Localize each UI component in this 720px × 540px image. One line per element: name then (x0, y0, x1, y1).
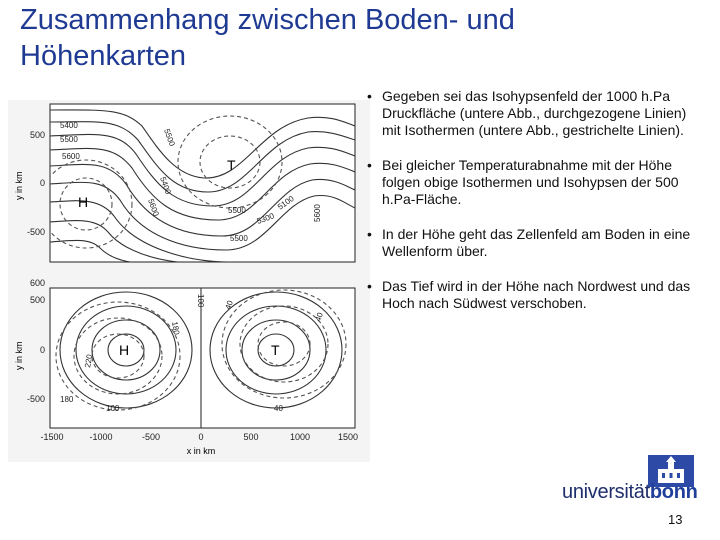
y-tick: 500 (29, 130, 45, 140)
x-tick: 1000 (289, 432, 311, 442)
x-tick: 0 (198, 432, 204, 442)
y-tick: -500 (26, 394, 45, 404)
contour-label: 40 (313, 311, 325, 323)
contour-label: 5100 (275, 194, 296, 212)
top-panel-y-ticks (27, 130, 45, 237)
top-panel-y-axis-label: y in km (14, 171, 24, 200)
logo-wordmark (562, 481, 698, 504)
bullet-dot-icon: • (367, 278, 372, 294)
contour-label: 100 (106, 404, 120, 413)
contour-label: 5500 (230, 234, 248, 243)
contour-label: 5500 (60, 135, 78, 144)
contour-label: 5500 (228, 206, 246, 215)
top-panel-low-label: T (227, 157, 236, 173)
contour-label: 5400 (158, 175, 173, 196)
contour-label: 220 (83, 353, 95, 369)
bullet-item (365, 226, 705, 260)
x-ticks (40, 432, 358, 442)
contour-label: 5600 (313, 204, 322, 222)
x-tick: -1500 (40, 432, 64, 442)
x-tick: -1000 (89, 432, 113, 442)
bullet-item (365, 157, 705, 208)
contour-label: 5300 (255, 211, 276, 226)
page-number: 13 (668, 512, 683, 527)
bottom-panel-high-label: H (119, 342, 130, 358)
contour-label: 5600 (62, 152, 80, 161)
bottom-panel-y-ticks (27, 278, 45, 404)
y-tick: 0 (39, 178, 45, 188)
contour-label: 5400 (60, 121, 78, 130)
slide-title: Zusammenhang zwischen Boden- und Höhenkarten (20, 4, 515, 72)
x-tick: 1500 (337, 432, 359, 442)
y-tick: 0 (39, 345, 45, 355)
bullet-item (365, 278, 705, 312)
y-tick: -500 (26, 227, 45, 237)
x-tick: -500 (141, 432, 161, 442)
bullet-dot-icon: • (367, 157, 372, 173)
bullet-item (365, 88, 705, 139)
bullet-dot-icon: • (367, 88, 372, 104)
bullet-text: Gegeben sei das Isohypsenfeld der 1000 h.Pa Druckfläche (untere Abb., durchgezogene Linien) mit Isothermen (untere Abb., gestrichelte Linien). (382, 88, 687, 138)
contour-label: 180 (60, 395, 74, 404)
contour-label: 40 (223, 299, 235, 311)
logo-text-universitaet: universität (562, 481, 650, 503)
bullet-text: Bei gleicher Temperaturabnahme mit der Höhe folgen obige Isothermen und Isohypsen der 500 h.Pa-Fläche. (382, 157, 679, 207)
contour-label: 100 (196, 294, 205, 308)
top-panel-frame (50, 104, 355, 262)
x-tick: 500 (243, 432, 259, 442)
y-tick: 500 (29, 295, 45, 305)
top-panel-high-label: H (78, 194, 89, 210)
contour-map-figure (8, 100, 370, 462)
contour-label: 5500 (162, 127, 177, 148)
bullet-dot-icon: • (367, 226, 372, 242)
contour-map-svg (8, 100, 370, 462)
contour-label: 40 (274, 404, 283, 413)
contour-label: 180 (170, 320, 182, 336)
bullet-text: Das Tief wird in der Höhe nach Nordwest und das Hoch nach Südwest verschoben. (382, 278, 691, 311)
y-tick: 600 (29, 278, 45, 288)
bullet-list (365, 88, 705, 330)
x-axis-label: x in km (186, 446, 216, 456)
university-logo (562, 455, 702, 505)
contour-label: 5600 (146, 197, 161, 218)
bottom-panel-y-axis-label: y in km (14, 341, 24, 370)
bullet-text: In der Höhe geht das Zellenfeld am Boden in eine Wellenform über. (382, 226, 691, 259)
bottom-panel-low-label: T (271, 342, 280, 358)
logo-text-bonn: bonn (649, 481, 698, 503)
